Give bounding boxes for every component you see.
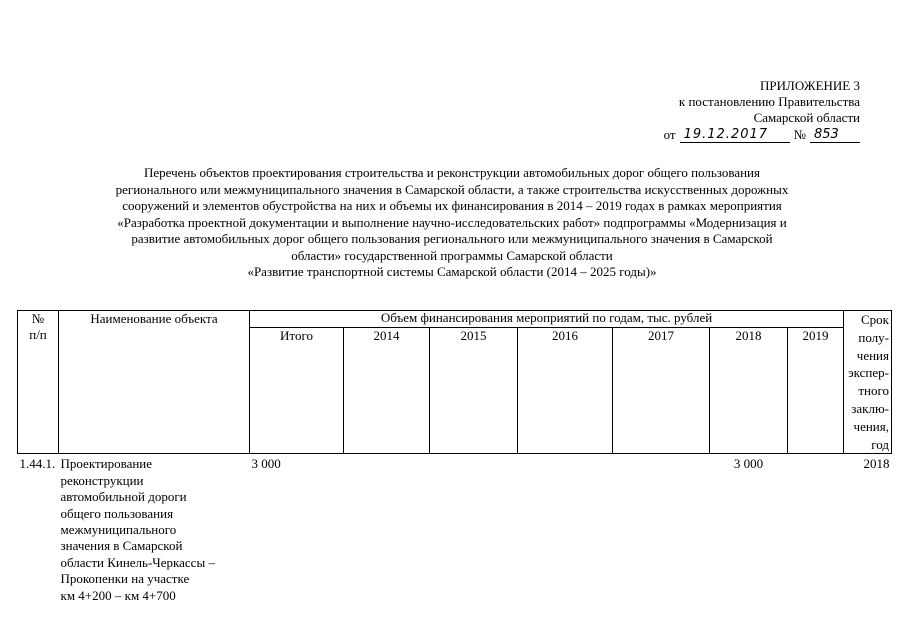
title-line: Перечень объектов проектирования строительства и реконструкции автомобильных дорог общего пользования [143, 165, 760, 180]
number-label: № [793, 127, 806, 142]
title-line: «Разработка проектной документации и выполнение научно-исследовательских работ» подпрограммы «Модернизация и [117, 214, 787, 230]
header-year-2019: 2019 [788, 328, 844, 454]
row-2015 [430, 454, 518, 604]
row-num: 1.44.1. [19, 456, 56, 472]
header-year-2018: 2018 [710, 328, 788, 454]
title-line: регионального или межмуниципального значения в Самарской области, а также строительства искусственных дорожных [115, 181, 789, 197]
row-2014 [344, 454, 430, 604]
row-2016 [518, 454, 613, 604]
row-2017 [613, 454, 710, 604]
appendix-line-1: к постановлению Правительства [678, 94, 860, 109]
appendix-line-2: Самарской области [753, 110, 860, 125]
appendix-header [660, 78, 860, 143]
header-year-2015: 2015 [430, 328, 518, 454]
header-volume: Объем финансирования мероприятий по годам, тыс. рублей [250, 311, 844, 328]
decree-number: 853 [810, 127, 860, 143]
document-title [22, 165, 882, 281]
header-num: № п/п [18, 311, 59, 454]
header-total: Итого [250, 328, 344, 454]
decree-date: 19.12.2017 [680, 127, 790, 143]
row-term: 2018 [863, 456, 890, 472]
header-year-2017: 2017 [613, 328, 710, 454]
row-total: 3 000 [251, 456, 281, 472]
row-name: Проектирование реконструкции автомобильной дороги общего пользования межмуниципального значения в Самарской области Кинель-Черкассы – Прокопенки на участке км 4+200 – км 4+700 [60, 456, 215, 603]
financing-table [17, 310, 892, 604]
row-2019 [788, 454, 844, 604]
decree-date-number [660, 127, 860, 143]
date-label: от [663, 127, 676, 142]
title-line: развитие автомобильных дорог общего пользования регионального или межмуниципального значения в Самарской [131, 231, 773, 246]
title-line: «Развитие транспортной системы Самарской области (2014 – 2025 годы)» [247, 264, 657, 279]
title-line: области» государственной программы Самарской области [291, 247, 613, 263]
header-name: Наименование объекта [59, 311, 250, 454]
header-year-2014: 2014 [344, 328, 430, 454]
table-row [18, 454, 892, 604]
header-term: Срок полу- чения экспер- тного заклю- чения, год [844, 311, 892, 454]
appendix-title: ПРИЛОЖЕНИЕ 3 [760, 78, 860, 93]
title-line: сооружений и элементов обустройства на них и объемы их финансирования в 2014 – 2019 годах в рамках мероприятия [122, 198, 782, 213]
header-year-2016: 2016 [518, 328, 613, 454]
row-2018: 3 000 [733, 456, 764, 472]
